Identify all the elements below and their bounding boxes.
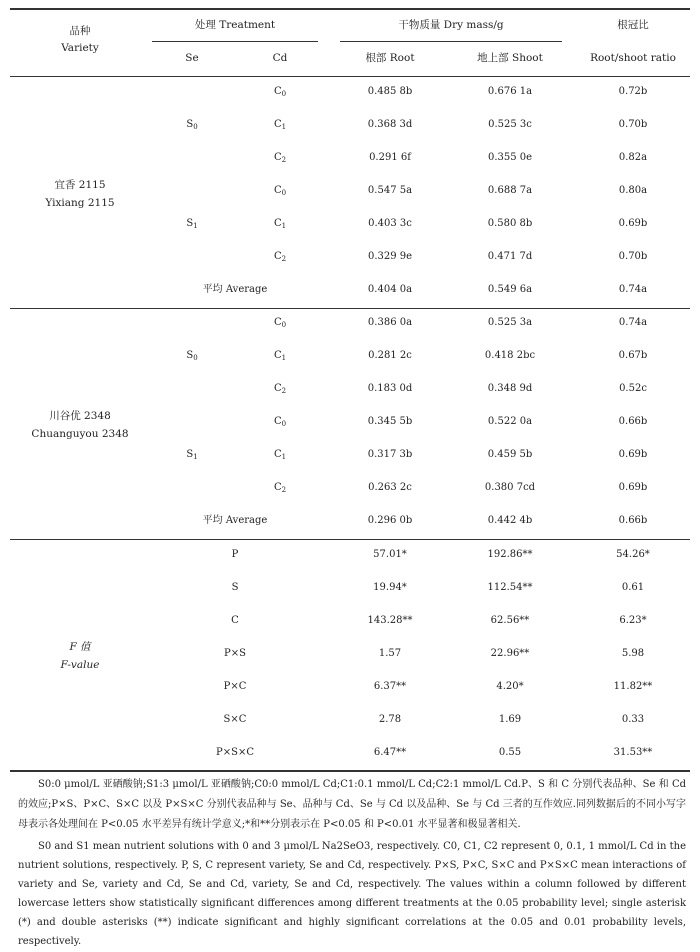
table-bottom-rule [10, 770, 690, 772]
se-level: $S_0$ [186, 350, 198, 362]
cd-level: $C_0$ [273, 416, 287, 428]
cd-level: $C_1$ [273, 119, 287, 131]
root-mass: 0.317 3b [367, 449, 413, 460]
root-shoot-ratio: 0.72b [618, 86, 648, 97]
variety2-bottom-rule [10, 539, 690, 540]
shoot-mass: 0.676 1a [487, 86, 533, 97]
variety-header-cn: 品种 [69, 25, 91, 37]
f-ratio: 54.26* [616, 549, 650, 560]
variety-name-cn: 川谷优 2348 [49, 410, 111, 422]
f-ratio: 11.82** [613, 681, 653, 692]
f-shoot: 112.54** [487, 582, 533, 593]
factor: C [231, 615, 239, 626]
root-shoot-ratio: 0.70b [618, 251, 648, 262]
cd-level: $C_1$ [273, 449, 287, 461]
treatment-underline [152, 41, 318, 42]
notes-cn: S0:0 μmol/L 亚硒酸钠;S1:3 μmol/L 亚硒酸钠;C0:0 mmol/L Cd;C1:0.1 mmol/L Cd;C2:1 mmol/L Cd.P、S 和 C 分别代表品种、Se 和 Cd 的效应;P×S、P×C、S×C 以及 P×S×C 分别代表品种与 Se、品种与 Cd、Se 与 Cd 以及品种、Se 与 Cd 三者的互作效应.同列数据后的不同小写字母表示各处理间在 P<0.05 水平差异有统计学意义;*和**分别表示在 P<0.05 和 P<0.01 水平显著和极显著相关. [18, 779, 686, 830]
top-rule [10, 8, 690, 10]
f-ratio: 0.33 [621, 714, 645, 725]
root-mass: 0.386 0a [367, 317, 413, 328]
cd-level: $C_1$ [273, 350, 287, 362]
cd-header: Cd [272, 52, 288, 64]
f-root: 57.01* [373, 549, 407, 560]
drymass-underline [340, 41, 562, 42]
f-root: 1.57 [378, 648, 402, 659]
f-ratio: 6.23* [619, 615, 647, 626]
root-mass: 0.329 9e [367, 251, 413, 262]
root-shoot-ratio: 0.69b [618, 482, 648, 493]
fvalue-label-cn: F 值 [69, 641, 91, 653]
f-root: 143.28** [367, 615, 413, 626]
shoot-mass: 0.459 5b [487, 449, 533, 460]
cd-level: $C_2$ [273, 251, 287, 263]
variety-name-en: Yixiang 2115 [45, 197, 115, 209]
shoot-mass: 0.525 3c [488, 119, 532, 130]
f-root: 6.37** [373, 681, 407, 692]
root-header: 根部 Root [365, 52, 415, 64]
table-notes [18, 775, 686, 951]
f-shoot: 1.69 [498, 714, 522, 725]
factor: S×C [223, 714, 247, 725]
root-shoot-ratio: 0.52c [619, 383, 647, 394]
header-bottom-rule [10, 76, 690, 77]
variety-chuanguyou-label [10, 409, 150, 441]
factor: P×S×C [216, 747, 254, 758]
shoot-mass: 0.580 8b [487, 218, 533, 229]
variety-name-en: Chuanguyou 2348 [31, 428, 129, 440]
fvalue-label [10, 640, 150, 672]
root-mass: 0.263 2c [368, 482, 412, 493]
shoot-mass: 0.525 3a [487, 317, 533, 328]
root-shoot-ratio: 0.74a [618, 317, 648, 328]
average-label: 平均 Average [202, 284, 268, 295]
ratio-header-cn: 根冠比 [617, 19, 649, 31]
root-mass: 0.345 5b [367, 416, 413, 427]
notes-en: S0 and S1 mean nutrient solutions with 0 and 3 μmol/L Na2SeO3, respectively. C0, C1, C2 represent 0, 0.1, 1 mmol/L Cd in the nutrient solutions, respectively. P, S, C represent variety, Se and Cd, respectively. P×S, P×C, S×C and P×S×C mean interactions of variety and Se, variety and Cd, Se and Cd, variety, Se and Cd, respectively. The values within a column followed by different lowercase letters show statistically significant differences among different treatments at the 0.05 probability level; single asterisk (*) and double asterisks (**) indicate significant and highly significant correlations at the 0.05 and 0.01 probability levels, respectively. [18, 841, 686, 947]
average-shoot: 0.549 6a [487, 284, 533, 295]
se-level: $S_1$ [186, 449, 198, 461]
shoot-mass: 0.348 9d [487, 383, 533, 394]
factor: P×C [223, 681, 247, 692]
average-root: 0.404 0a [367, 284, 413, 295]
f-ratio: 5.98 [621, 648, 645, 659]
variety-name-cn: 宜香 2115 [54, 179, 106, 191]
root-mass: 0.403 3c [368, 218, 412, 229]
fvalue-label-en: F-value [60, 659, 100, 671]
variety-yixiang-label [10, 178, 150, 210]
factor: S [231, 582, 239, 593]
root-shoot-ratio: 0.80a [618, 185, 648, 196]
shoot-mass: 0.522 0a [487, 416, 533, 427]
cd-level: $C_0$ [273, 185, 287, 197]
drymass-header: 干物质量 Dry mass/g [398, 19, 504, 31]
f-shoot: 192.86** [487, 549, 533, 560]
f-root: 6.47** [373, 747, 407, 758]
se-header: Se [185, 52, 199, 64]
root-shoot-ratio: 0.70b [618, 119, 648, 130]
root-shoot-ratio: 0.67b [618, 350, 648, 361]
ratio-header [578, 19, 688, 65]
average-shoot: 0.442 4b [487, 515, 533, 526]
cd-level: $C_2$ [273, 482, 287, 494]
root-mass: 0.183 0d [367, 383, 413, 394]
root-mass: 0.281 2c [368, 350, 412, 361]
f-shoot: 4.20* [496, 681, 524, 692]
root-mass: 0.547 5a [367, 185, 413, 196]
f-shoot: 22.96** [490, 648, 530, 659]
cd-level: $C_0$ [273, 317, 287, 329]
cd-level: $C_0$ [273, 86, 287, 98]
root-mass: 0.291 6f [369, 152, 411, 163]
f-ratio: 0.61 [621, 582, 645, 593]
factor: P×S [224, 648, 246, 659]
factor: P [231, 549, 239, 560]
shoot-mass: 0.688 7a [487, 185, 533, 196]
variety1-bottom-rule [10, 308, 690, 309]
cd-level: $C_1$ [273, 218, 287, 230]
cd-level: $C_2$ [273, 383, 287, 395]
root-mass: 0.368 3d [367, 119, 413, 130]
cd-level: $C_2$ [273, 152, 287, 164]
se-level: $S_1$ [186, 218, 198, 230]
average-root: 0.296 0b [367, 515, 413, 526]
shoot-mass: 0.380 7cd [484, 482, 536, 493]
se-level: $S_0$ [186, 119, 198, 131]
variety-header [30, 25, 130, 55]
average-ratio: 0.66b [618, 515, 648, 526]
treatment-header: 处理 Treatment [194, 19, 276, 31]
shoot-header: 地上部 Shoot [477, 52, 543, 64]
root-shoot-ratio: 0.66b [618, 416, 648, 427]
shoot-mass: 0.355 0e [487, 152, 533, 163]
variety-header-en: Variety [61, 42, 99, 54]
shoot-mass: 0.418 2bc [484, 350, 536, 361]
root-mass: 0.485 8b [367, 86, 413, 97]
root-shoot-ratio: 0.69b [618, 218, 648, 229]
f-ratio: 31.53** [613, 747, 653, 758]
ratio-header-en: Root/shoot ratio [590, 52, 676, 64]
f-shoot: 62.56** [490, 615, 530, 626]
root-shoot-ratio: 0.69b [618, 449, 648, 460]
f-root: 19.94* [373, 582, 407, 593]
shoot-mass: 0.471 7d [487, 251, 533, 262]
average-label: 平均 Average [202, 515, 268, 526]
f-root: 2.78 [378, 714, 402, 725]
root-shoot-ratio: 0.82a [618, 152, 648, 163]
average-ratio: 0.74a [618, 284, 648, 295]
f-shoot: 0.55 [498, 747, 522, 758]
